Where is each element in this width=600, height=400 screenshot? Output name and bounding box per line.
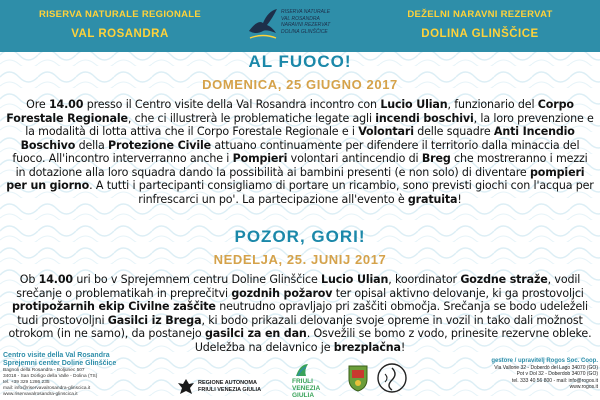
body-text: , funzionario del <box>447 98 538 111</box>
rogos-logo-icon <box>376 362 408 394</box>
highlighted-text: Gasilci iz Brega <box>107 313 202 327</box>
fvg-text <box>292 379 320 399</box>
manager-name: gestore / upravitelj Rogos Soc. Coop. <box>491 358 598 364</box>
body-text: attuano continuamente per difendere il territorio dalla minaccia del fuoco. All'incontro interverranno anche i <box>12 138 580 165</box>
body-text: Ob <box>19 273 39 286</box>
body-text: , ki bodo prikazali delovanje svoje opreme in vozil in tako dali možnost otrokom (in ne samo), da postanejo <box>8 313 583 340</box>
slovene-body <box>6 273 594 354</box>
reserve-logo <box>244 3 356 47</box>
highlighted-text: Corpo Forestale Regionale <box>6 98 574 125</box>
footer-left-contact <box>3 352 153 398</box>
header-right-line1: DEŽELNI NARAVNI REZERVAT <box>407 9 553 20</box>
highlighted-text: Pompieri <box>232 152 288 165</box>
municipality-crest-icon <box>347 364 369 392</box>
highlighted-text: Lucio Ulian <box>321 273 389 286</box>
body-text: che mostreranno i mezzi in dotazione alla loro squadra dando la possibilità ai bambini presenti (e non solo) di diventare <box>15 152 588 179</box>
regione-text-line: FRIULI VENEZIA GIULIA <box>198 387 262 393</box>
contact-line: 34018 - San Dorligo della Valle - Dolina (TS) <box>3 374 98 379</box>
visitor-center-name-it: Centro visite della Val Rosandra <box>3 352 110 359</box>
body-text: Ore <box>26 98 49 111</box>
highlighted-text: Lucio Ulian <box>380 98 448 111</box>
logo-text-line: NARAVNI REZERVAT <box>281 22 331 28</box>
highlighted-text: Protezione Civile <box>108 138 212 152</box>
bird-logo-icon <box>246 5 280 43</box>
highlighted-text: pompieri per un giorno <box>6 165 585 192</box>
header-left <box>2 9 238 40</box>
body-text: ! <box>400 340 406 354</box>
header-right-line2: DOLINA GLINŠČICE <box>421 28 539 40</box>
highlighted-text: protipožarnih ekip Civilne zaščite <box>12 300 216 313</box>
body-text: ! <box>457 192 462 206</box>
body-text: . A tutti i partecipanti consigliamo di portare un ricambio, sono previsti giochi con l'acqua per rinfrescarci un po'. La partecipazione all'evento è <box>89 179 594 206</box>
body-text: della <box>75 138 109 152</box>
logo-text-line: RISERVA NATURALE <box>281 9 331 15</box>
body-text: . Osvežili se bomo z vodo, prinesite rezervne obleke. Udeležba na delavnico je <box>194 327 592 354</box>
highlighted-text: Anti Incendio Boschivo <box>20 125 575 152</box>
contact-line: www.rogos.it <box>569 383 598 390</box>
fvg-text-line: VENEZIA <box>292 384 321 392</box>
italian-date: DOMENICA, 25 GIUGNO 2017 <box>202 77 398 92</box>
body-text: delle squadre <box>413 125 494 138</box>
body-text: neutrudno opravljajo pri zaščiti območja. Srečanja se bodo udeleželi tudi prostovoljni <box>17 300 588 327</box>
highlighted-text: Volontari <box>358 125 414 138</box>
highlighted-text: Gozdne straže <box>460 273 548 286</box>
logo-text-line: DOLINA GLINŠČICE <box>281 28 328 35</box>
italian-title: AL FUOCO! <box>248 52 352 71</box>
contact-line: Pot v Dol 32 - Doberdob 34070 (GO) <box>516 371 598 378</box>
highlighted-text: gozdnih požarov <box>231 286 333 300</box>
fvg-text-line: FRIULI <box>292 378 313 385</box>
body-text: , la loro prevenzione e la modalità di lotta attiva che il Corpo Forestale Regionale e i <box>25 111 594 138</box>
highlighted-text: incendi boschivi <box>375 111 474 125</box>
body-text: uri bo v Sprejemnem centru Doline Glinščice <box>72 273 322 286</box>
visitor-center-name-sl: Sprejemni center Doline Glinščice <box>3 360 117 367</box>
body-text: volontari antincendio di <box>287 152 422 165</box>
highlighted-text: gasilci za en dan <box>204 327 307 340</box>
logo-text <box>281 9 330 35</box>
header-banner <box>0 0 600 52</box>
header-left-line1: RISERVA NATURALE REGIONALE <box>38 9 202 20</box>
fvg-mark-icon <box>294 362 310 378</box>
fvg-logo <box>292 362 340 398</box>
contact-line: tel. 333 40 56 800 - mail: info@rogos.it <box>512 377 598 384</box>
body-text: presso il Centro visite della Val Rosandra incontro con <box>83 98 381 111</box>
highlighted-text: Breg <box>421 152 451 165</box>
regione-logo <box>176 377 276 398</box>
highlighted-text: gratuita <box>407 192 458 206</box>
footer-right-contact <box>430 358 598 390</box>
contact-line: www.riservavalrosandra-glinscica.it <box>3 392 78 397</box>
eagle-emblem-icon <box>176 377 196 397</box>
body-text: , vodil srečanje o problematikah in preprečitvi <box>16 273 581 300</box>
regione-text-line: REGIONE AUTONOMA <box>198 380 257 386</box>
logo-text-line: VAL ROSANDRA <box>281 15 320 22</box>
body-text: , che ci illustrerà le problematiche legate agli <box>127 111 376 125</box>
fvg-text-line: GIULIA <box>292 391 315 399</box>
regione-text <box>198 380 261 394</box>
highlighted-text: brezplačna <box>333 340 401 354</box>
body-text: , koordinator <box>388 273 461 286</box>
contact-line: mail: info@riservavalrosandra-glinscica.it <box>3 386 91 391</box>
contact-line: tel. +39 329 1286 235 <box>3 380 50 385</box>
italian-body <box>6 98 594 206</box>
highlighted-text: 14.00 <box>38 273 73 286</box>
slovene-title: POZOR, GORI! <box>234 227 366 246</box>
header-left-line2: VAL ROSANDRA <box>71 28 169 40</box>
body-text: ter opisal aktivno delovanje, ki ga prostovoljci <box>332 286 584 300</box>
header-right <box>362 9 598 40</box>
contact-line: Bagnoli della Rosandra - Boljunec 507 <box>3 368 85 373</box>
slovene-date: NEDELJA, 25. JUNIJ 2017 <box>213 252 387 267</box>
contact-line: Via Vallone 32 - Doberdò del Lago 34070 (GO) <box>494 365 598 371</box>
highlighted-text: 14.00 <box>48 98 84 111</box>
